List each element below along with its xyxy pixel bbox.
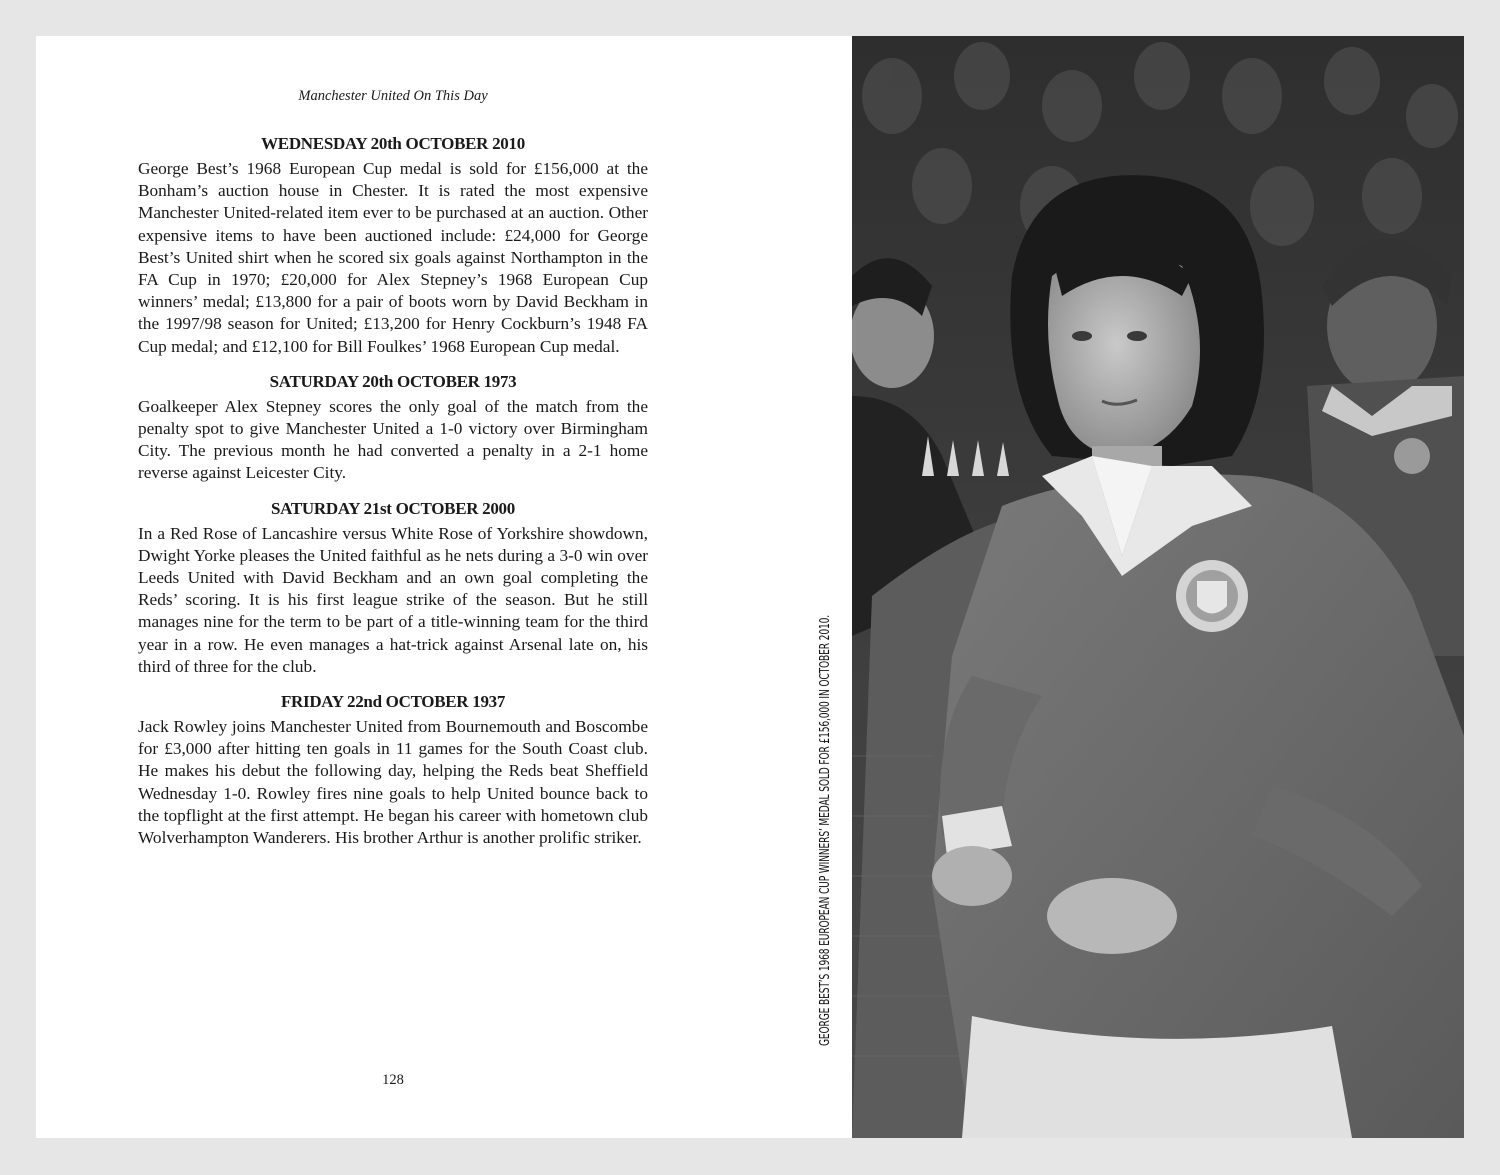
entry-body: George Best’s 1968 European Cup medal is sold for £156,000 at the Bonham’s auction house in Chester. It is rated the most expensive Manchester United-related item ever to be purchased at an auction. Other expensive items to have been auctioned include: £24,000 for George Best’s United shirt when he scored six goals against Northampton in the FA Cup in 1970; £20,000 for Alex Stepney’s 1968 European Cup winners’ medal; £13,800 for a pair of boots worn by David Beckham in the 1997/98 season for United; £13,200 for Henry Cockburn’s 1948 FA Cup medal; and £12,100 for Bill Foulkes’ 1968 European Cup medal. <box>138 159 648 356</box>
photo-caption: GEORGE BEST’S 1968 EUROPEAN CUP WINNERS’ MEDAL SOLD FOR £156,000 IN OCTOBER 2010. <box>818 614 833 1046</box>
entry <box>138 370 648 485</box>
entry-body: Jack Rowley joins Manchester United from Bournemouth and Boscombe for £3,000 after hitting ten goals in 11 games for the South Coast club. He makes his debut the following day, helping the Reds beat Sheffield Wednesday 1-0. Rowley fires nine goals to help United bounce back to the topflight at the first attempt. He began his career with hometown club Wolverhampton Wanderers. His brother Arthur is another prolific striker. <box>138 717 648 848</box>
book-spread <box>36 36 1464 1138</box>
entry-heading: FRIDAY 22nd OCTOBER 1937 <box>280 692 506 712</box>
right-hand <box>1047 878 1177 954</box>
photo-george-best <box>852 36 1464 1138</box>
page-number: 128 <box>382 1072 404 1088</box>
club-crest <box>1176 560 1248 632</box>
photo-illustration <box>852 36 1464 1138</box>
entry-body: Goalkeeper Alex Stepney scores the only goal of the match from the penalty spot to give Manchester United a 1-0 victory over Birmingham City. The previous month he had converted a penalty in a 2-1 home reverse against Leicester City. <box>138 396 648 483</box>
entry <box>138 132 648 358</box>
text-block <box>138 132 648 861</box>
left-hand <box>932 846 1012 906</box>
entry <box>138 690 648 849</box>
entry-heading: WEDNESDAY 20th OCTOBER 2010 <box>261 134 525 153</box>
entry-body: In a Red Rose of Lancashire versus White Rose of Yorkshire showdown, Dwight Yorke pleases the United faithful as he nets during a 3-0 win over Leeds United with David Beckham and an own goal completing the Reds’ scoring. It is his first league strike of the season. But he still manages nine for the term to be part of a title-winning team for the third year in a row. He even manages a hat-trick against Arsenal late on, his third of three for the club. <box>138 523 648 676</box>
entry <box>138 497 648 678</box>
running-head: Manchester United On This Day <box>298 88 488 104</box>
left-page <box>36 36 852 1138</box>
entry-heading: SATURDAY 21st OCTOBER 2000 <box>271 498 515 518</box>
entry-heading: SATURDAY 20th OCTOBER 1973 <box>269 371 517 391</box>
